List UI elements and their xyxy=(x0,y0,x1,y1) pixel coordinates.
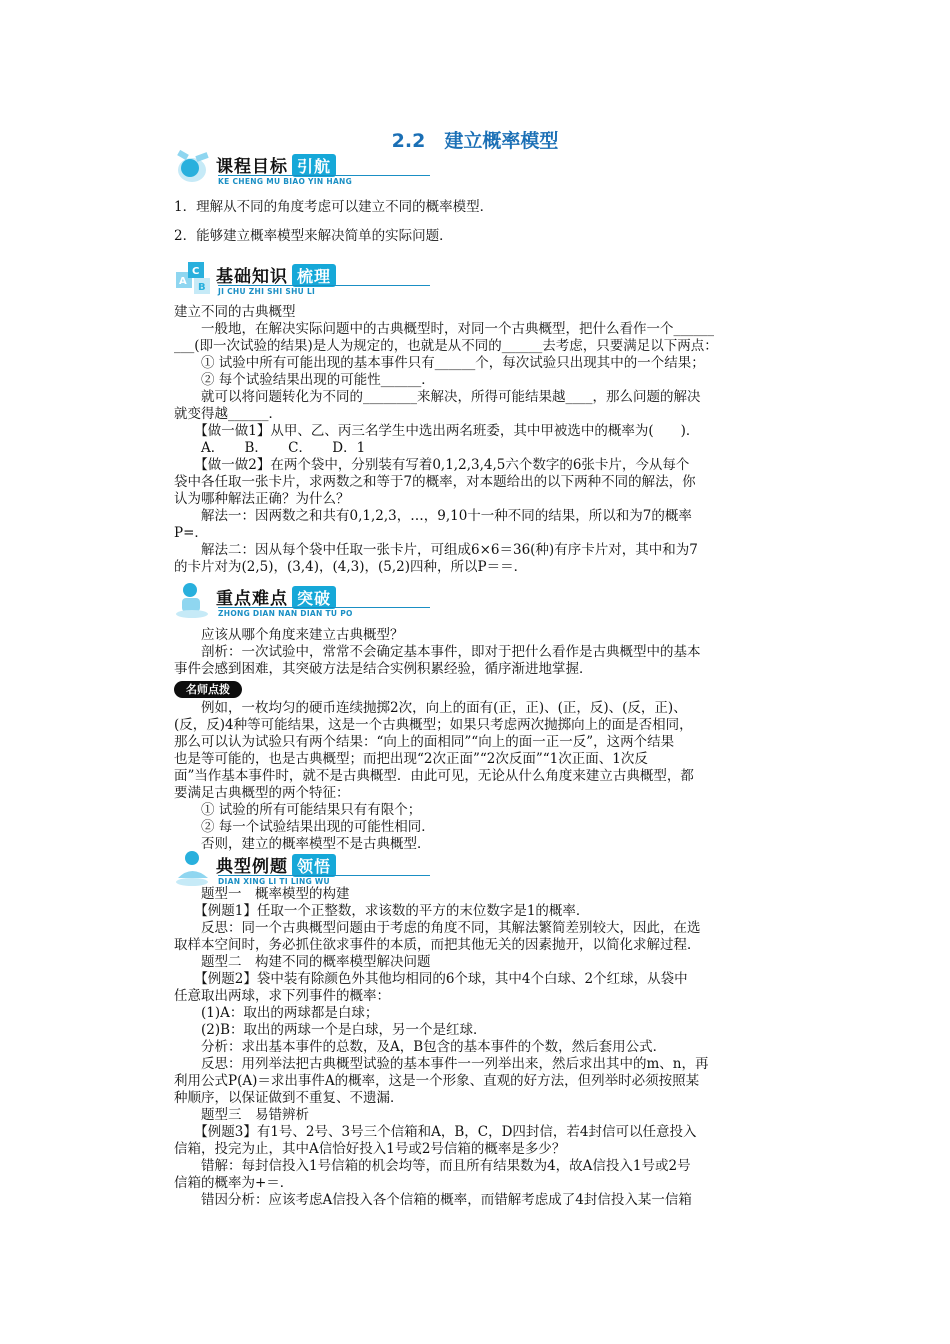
banner-label: 课程目标 xyxy=(216,157,288,177)
text-line: A． B． C． D．1 xyxy=(174,440,366,456)
text-line: 【做一做2】在两个袋中，分别装有写着0,1,2,3,4,5六个数字的6张卡片，今从每个 xyxy=(174,457,690,473)
text-line: 1．理解从不同的角度考虑可以建立不同的概率模型． xyxy=(174,199,494,215)
svg-text:C: C xyxy=(192,266,200,277)
figure-icon xyxy=(174,580,218,620)
svg-text:B: B xyxy=(198,282,206,293)
text-line: ___(即一次试验的结果)是人为规定的，也就是从不同的______去考虑，只要满足以下两点： xyxy=(174,338,718,354)
banner-pinyin: ZHONG DIAN NAN DIAN TU PO xyxy=(218,607,430,618)
text-line: P=． xyxy=(174,525,208,541)
section-banner-examples xyxy=(174,848,414,888)
text-line: 解法一：因两数之和共有0,1,2,3，…，9,10十一种不同的结果，所以和为7的概率 xyxy=(174,508,692,524)
text-line: 也是等可能的，也是古典概型；而把出现“2次正面”“2次反面”“1次正面、1次反 xyxy=(174,751,648,767)
text-line: 任意取出两球，求下列事件的概率： xyxy=(174,988,390,1004)
text-line: 要满足古典概型的两个特征： xyxy=(174,785,350,801)
section-banner-goals xyxy=(174,148,414,188)
section-banner-basics xyxy=(174,258,414,298)
text-line: 那么可以认为试验只有两个结果：“向上的面相同”“向上的面一正一反”，这两个结果 xyxy=(174,734,675,750)
text-line: 2．能够建立概率模型来解决简单的实际问题． xyxy=(174,228,453,244)
text-line: 袋中各任取一张卡片，求两数之和等于7的概率，对本题给出的以下两种不同的解法，你 xyxy=(174,474,696,490)
page-title: 2.2 建立概率模型 xyxy=(391,130,559,152)
text-line: 【例题3】有1号、2号、3号三个信箱和A，B，C，D四封信，若4封信可以任意投入 xyxy=(174,1124,697,1140)
text-line: 题型一 概率模型的构建 xyxy=(174,886,350,902)
text-line: 种顺序，以保证做到不重复、不遗漏． xyxy=(174,1090,404,1106)
svg-text:A: A xyxy=(179,276,187,287)
text-line: 【例题2】袋中装有除颜色外其他均相同的6个球，其中4个白球、2个红球，从袋中 xyxy=(174,971,688,987)
banner-label: 重点难点 xyxy=(216,589,288,609)
satellite-icon xyxy=(174,148,218,188)
text-line: 面”当作基本事件时，就不是古典概型．由此可见，无论从什么角度来建立古典概型，都 xyxy=(174,768,694,784)
banner-tag: 引航 xyxy=(292,154,336,177)
text-line: 题型二 构建不同的概率模型解决问题 xyxy=(174,954,431,970)
banner-pinyin: DIAN XING LI TI LING WU xyxy=(218,875,430,886)
text-line: ① 试验的所有可能结果只有有限个； xyxy=(174,802,422,818)
text-line: 错解：每封信投入1号信箱的机会均等，而且所有结果数为4，故A信投入1号或2号 xyxy=(174,1158,691,1174)
text-line: ② 每个试验结果出现的可能性______． xyxy=(174,372,435,388)
abc-blocks-icon xyxy=(174,258,218,298)
text-line: 解法二：因从每个袋中任取一张卡片，可组成6×6＝36(种)有序卡片对，其中和为7 xyxy=(174,542,698,558)
teacher-tip-badge: 名师点拨 xyxy=(174,681,242,698)
text-line: 剖析：一次试验中，常常不会确定基本事件，即对于把什么看作是古典概型中的基本 xyxy=(174,644,701,660)
text-line: 反思：用列举法把古典概型试验的基本事件一一列举出来，然后求出其中的m、n，再 xyxy=(174,1056,709,1072)
text-line: 就变得越______． xyxy=(174,406,282,422)
banner-tag: 梳理 xyxy=(292,264,336,287)
text-line: ② 每一个试验结果出现的可能性相同． xyxy=(174,819,435,835)
text-line: 分析：求出基本事件的总数，及A，B包含的基本事件的个数，然后套用公式． xyxy=(174,1039,667,1055)
person-reading-icon xyxy=(174,848,218,888)
text-line: 应该从哪个角度来建立古典概型？ xyxy=(174,627,404,643)
text-line: 错因分析：应该考虑A信投入各个信箱的概率，而错解考虑成了4封信投入某一信箱 xyxy=(174,1192,692,1208)
banner-pinyin: JI CHU ZHI SHI SHU LI xyxy=(218,285,430,296)
text-line: 就可以将问题转化为不同的________来解决，所得可能结果越____，那么问题的解决 xyxy=(174,389,701,405)
section-banner-keypoints xyxy=(174,580,414,620)
text-line: 【例题1】任取一个正整数，求该数的平方的末位数字是1的概率． xyxy=(174,903,590,919)
text-line: ① 试验中所有可能出现的基本事件只有______个，每次试验只出现其中的一个结果； xyxy=(174,355,705,371)
text-line: 事件会感到困难，其突破方法是结合实例积累经验，循序渐进地掌握． xyxy=(174,661,593,677)
text-line: (1)A：取出的两球都是白球； xyxy=(174,1005,379,1021)
text-line: 信箱，投完为止，其中A信恰好投入1号或2号信箱的概率是多少？ xyxy=(174,1141,566,1157)
text-line: 利用公式P(A)＝求出事件A的概率，这是一个形象、直观的好方法，但列举时必须按照某 xyxy=(174,1073,700,1089)
banner-tag: 领悟 xyxy=(292,854,336,877)
text-line: 例如，一枚均匀的硬币连续抛掷2次，向上的面有(正，正)、(正，反)、(反，正)、 xyxy=(174,700,687,716)
text-line: 信箱的概率为+＝． xyxy=(174,1175,294,1191)
text-line: (2)B：取出的两球一个是白球，另一个是红球． xyxy=(174,1022,487,1038)
banner-tag: 突破 xyxy=(292,586,336,609)
text-line: 取样本空间时，务必抓住欲求事件的本质，而把其他无关的因素抛开，以简化求解过程． xyxy=(174,937,701,953)
banner-label: 典型例题 xyxy=(216,857,288,877)
text-line: (反，反)4种等可能结果，这是一个古典概型；如果只考虑两次抛掷向上的面是否相同， xyxy=(174,717,693,733)
text-line: 认为哪种解法正确？为什么？ xyxy=(174,491,350,507)
text-line: 【做一做1】从甲、乙、丙三名学生中选出两名班委，其中甲被选中的概率为( )． xyxy=(174,423,700,439)
text-line: 的卡片对为(2,5)，(3,4)，(4,3)，(5,2)四种，所以P＝＝． xyxy=(174,559,528,575)
text-line: 建立不同的古典概型 xyxy=(174,304,296,320)
text-line: 一般地，在解决实际问题中的古典概型时，对同一个古典概型，把什么看作一个______ xyxy=(174,321,714,337)
banner-pinyin: KE CHENG MU BIAO YIN HANG xyxy=(218,175,430,186)
text-line: 否则，建立的概率模型不是古典概型． xyxy=(174,836,431,852)
banner-label: 基础知识 xyxy=(216,267,288,287)
text-line: 反思：同一个古典概型问题由于考虑的角度不同，其解法繁简差别较大，因此，在选 xyxy=(174,920,701,936)
text-line: 题型三 易错辨析 xyxy=(174,1107,309,1123)
